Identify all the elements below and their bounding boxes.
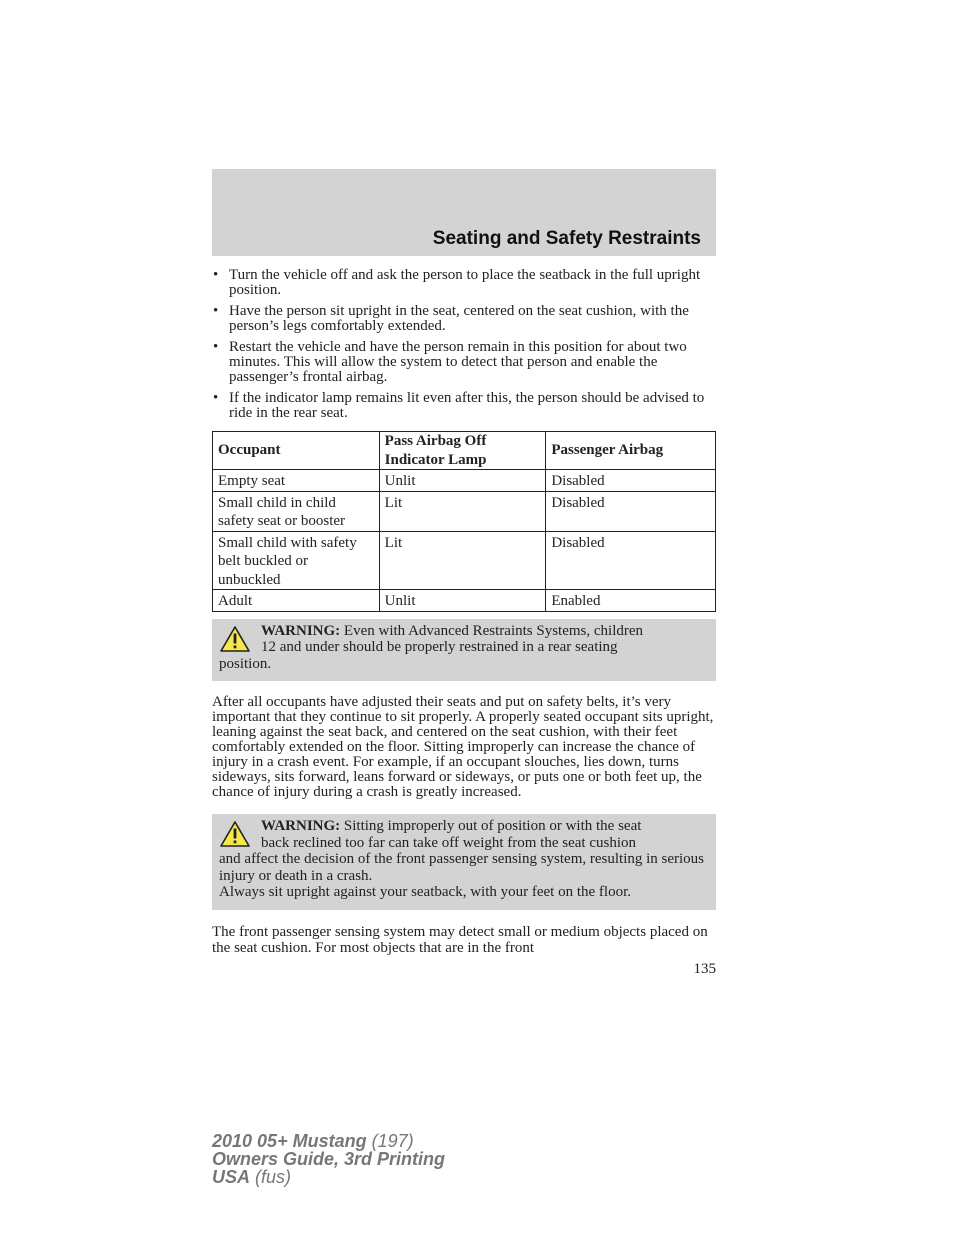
warning-triangle-icon (220, 625, 250, 653)
table-cell: Enabled (546, 590, 716, 612)
page-number: 135 (693, 961, 716, 977)
warning-label: WARNING: (261, 622, 341, 639)
body-paragraph: The front passenger sensing system may detect small or medium objects placed on the seat cushion. For most objects that are in the front (212, 923, 708, 956)
table-header-row (213, 432, 716, 470)
table-cell: Unlit (379, 590, 546, 612)
warning-box-child-seating: WARNING: Even with Advanced Restraints Systems, children 12 and under should be properly restrained in a rear seating position. (212, 619, 716, 682)
table-row (213, 470, 716, 492)
table-row (213, 531, 716, 590)
table-cell: Small child in child safety seat or booster (213, 491, 380, 531)
warning-box-seating-position: WARNING: Sitting improperly out of position or with the seat back reclined too far can take off weight from the seat cushion and affect the decision of the front passenger sensing system, resulting in serious injury or death in a crash. Always sit upright against your seatback, with your feet on the floor. (212, 814, 716, 910)
document-footer: 2010 05+ Mustang (197) Owners Guide, 3rd Printing USA (fus) (212, 1131, 446, 1187)
bullet-icon: • (213, 267, 219, 283)
table-cell: Lit (379, 491, 546, 531)
table-cell: Unlit (379, 470, 546, 492)
bullet-icon: • (213, 303, 219, 319)
section-title: Seating and Safety Restraints (432, 228, 701, 249)
page-content (212, 268, 716, 957)
list-item: • If the indicator lamp remains lit even after this, the person should be advised to ride in the rear seat. (213, 390, 705, 421)
table-cell: Disabled (546, 470, 716, 492)
warning-label: WARNING: (261, 818, 341, 834)
list-item: • Turn the vehicle off and ask the person to place the seatback in the full upright position. (213, 267, 701, 298)
table-cell: Adult (213, 590, 380, 612)
table-cell: Disabled (546, 531, 716, 590)
bullet-icon: • (213, 390, 219, 406)
column-header: Passenger Airbag (546, 432, 716, 470)
instruction-list (212, 268, 716, 421)
list-item: • Restart the vehicle and have the person remain in this position for about two minutes. This will allow the system to detect that person and enable the passenger’s frontal airbag. (213, 339, 687, 385)
airbag-status-table (212, 431, 716, 612)
table-cell: Empty seat (213, 470, 380, 492)
column-header: Occupant (213, 432, 380, 470)
table-row (213, 491, 716, 531)
table-cell: Lit (379, 531, 546, 590)
column-header: Pass Airbag Off Indicator Lamp (379, 432, 546, 470)
table-cell: Disabled (546, 491, 716, 531)
table-cell: Small child with safety belt buckled or unbuckled (213, 531, 380, 590)
warning-triangle-icon (220, 820, 250, 848)
list-item: • Have the person sit upright in the seat, centered on the seat cushion, with the person’s legs comfortably extended. (213, 303, 689, 334)
table-row (213, 590, 716, 612)
section-header-band (212, 169, 716, 256)
body-paragraph: After all occupants have adjusted their seats and put on safety belts, it’s very important that they continue to sit properly. A properly seated occupant sits upright, leaning against the seat back, and centered on the seat cushion, with their feet comfortably extended on the floor. Sitting improperly can increase the chance of injury in a crash event. For example, if an occupant slouches, lies down, turns sideways, sits forward, leans forward or sideways, or puts one or both feet up, the chance of injury during a crash is greatly increased. (212, 694, 714, 800)
bullet-icon: • (213, 339, 219, 355)
